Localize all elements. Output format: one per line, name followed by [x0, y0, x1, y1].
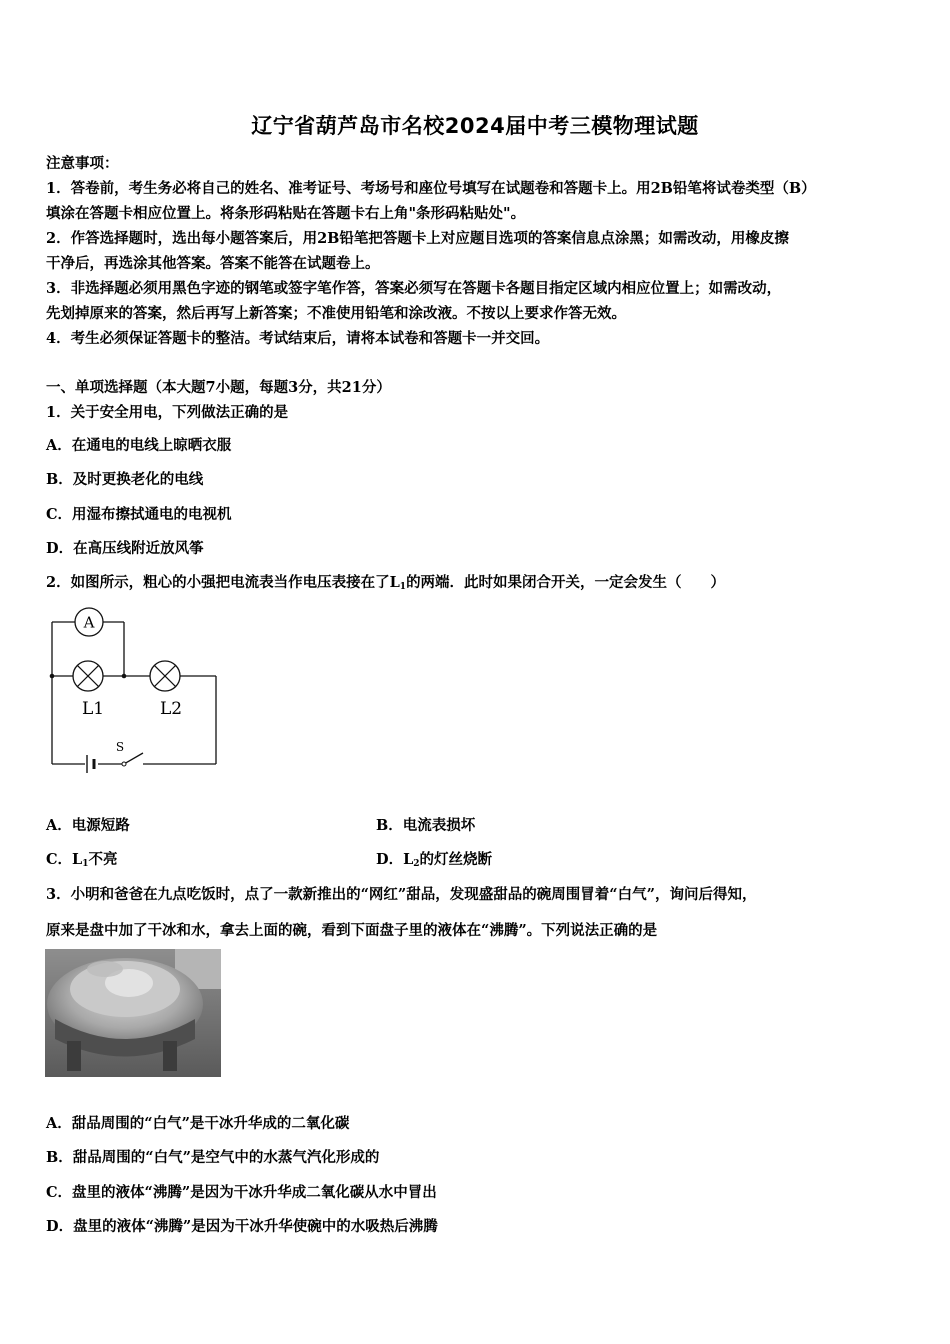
q3-stem-line-1: 3．小明和爸爸在九点吃饭时，点了一款新推出的“网红”甜品，发现盛甜品的碗周围冒着“白气”，询问后得知， — [46, 886, 757, 903]
lamp-l1-label: L1 — [81, 699, 105, 719]
q3-option-a: A．甜品周围的“白气”是干冰升华成的二氧化碳 — [46, 1115, 350, 1132]
q1-option-a: A．在通电的电线上晾晒衣服 — [46, 437, 232, 454]
switch-contact — [122, 762, 126, 766]
circuit-diagram — [40, 603, 225, 773]
q1-stem: 1．关于安全用电，下列做法正确的是 — [46, 404, 289, 421]
q3-option-c: C．盘里的液体“沸腾”是因为干冰升华成二氧化碳从水中冒出 — [46, 1184, 437, 1201]
notice-line-4: 干净后，再选涂其他答案。答案不能答在试题卷上。 — [46, 255, 380, 272]
q3-option-b: B．甜品周围的“白气”是空气中的水蒸气汽化形成的 — [46, 1149, 380, 1166]
notice-line-6: 先划掉原来的答案，然后再写上新答案；不准使用铅笔和涂改液。不按以上要求作答无效。 — [46, 305, 626, 322]
lamp-l1-symbol — [73, 661, 103, 691]
q2-option-b: B．电流表损坏 — [376, 817, 476, 834]
notice-line-7: 4．考生必须保证答题卡的整洁。考试结束后，请将本试卷和答题卡一并交回。 — [46, 330, 550, 347]
notice-line-5: 3．非选择题必须用黑色字迹的钢笔或签字笔作答，答案必须写在答题卡各题目指定区域内相应位置上；如需改动， — [46, 280, 782, 297]
q2-option-a: A．电源短路 — [46, 817, 130, 834]
q3-stem-line-2: 原来是盘中加了干冰和水，拿去上面的碗，看到下面盘子里的液体在“沸腾”。下列说法正确的是 — [46, 922, 658, 939]
junction-dot-left — [50, 674, 55, 679]
q2-option-d: D．$L_2$的灯丝烧断 — [376, 851, 493, 869]
ammeter-label: A — [83, 613, 95, 632]
lamp-l2-label: L2 — [159, 699, 183, 719]
notice-line-2: 填涂在答题卡相应位置上。将条形码粘贴在答题卡右上角"条形码粘贴处"。 — [46, 205, 526, 222]
notice-line-3: 2．作答选择题时，选出每小题答案后，用2B铅笔把答题卡上对应题目选项的答案信息点涂黑；如需改动，用橡皮擦 — [46, 230, 789, 247]
q2-option-c: C．$L_1$不亮 — [46, 851, 118, 869]
junction-dot-middle — [122, 674, 127, 679]
notice-heading: 注意事项： — [46, 155, 119, 172]
switch-label: S — [115, 740, 125, 754]
q1-option-b: B．及时更换老化的电线 — [46, 471, 204, 488]
notice-line-1: 1．答卷前，考生务必将自己的姓名、准考证号、考场号和座位号填写在试题卷和答题卡上。用2B铅笔将试卷类型（B） — [46, 180, 816, 197]
q2-stem: 2．如图所示，粗心的小强把电流表当作电压表接在了$L_1$的两端．此时如果闭合开关，一定会发生（ ） — [46, 574, 726, 592]
battery-symbol — [87, 755, 94, 773]
lamp-l2-symbol — [150, 661, 180, 691]
q1-option-d: D．在高压线附近放风筝 — [46, 540, 204, 557]
ammeter-symbol — [75, 608, 103, 636]
section-heading: 一、单项选择题（本大题7小题，每题3分，共21分） — [46, 379, 391, 396]
page-title: 辽宁省葫芦岛市名校2024届中考三模物理试题 — [251, 114, 699, 138]
dessert-photo — [45, 949, 221, 1077]
q1-option-c: C．用湿布擦拭通电的电视机 — [46, 506, 232, 523]
q3-option-d: D．盘里的液体“沸腾”是因为干冰升华使碗中的水吸热后沸腾 — [46, 1218, 438, 1235]
